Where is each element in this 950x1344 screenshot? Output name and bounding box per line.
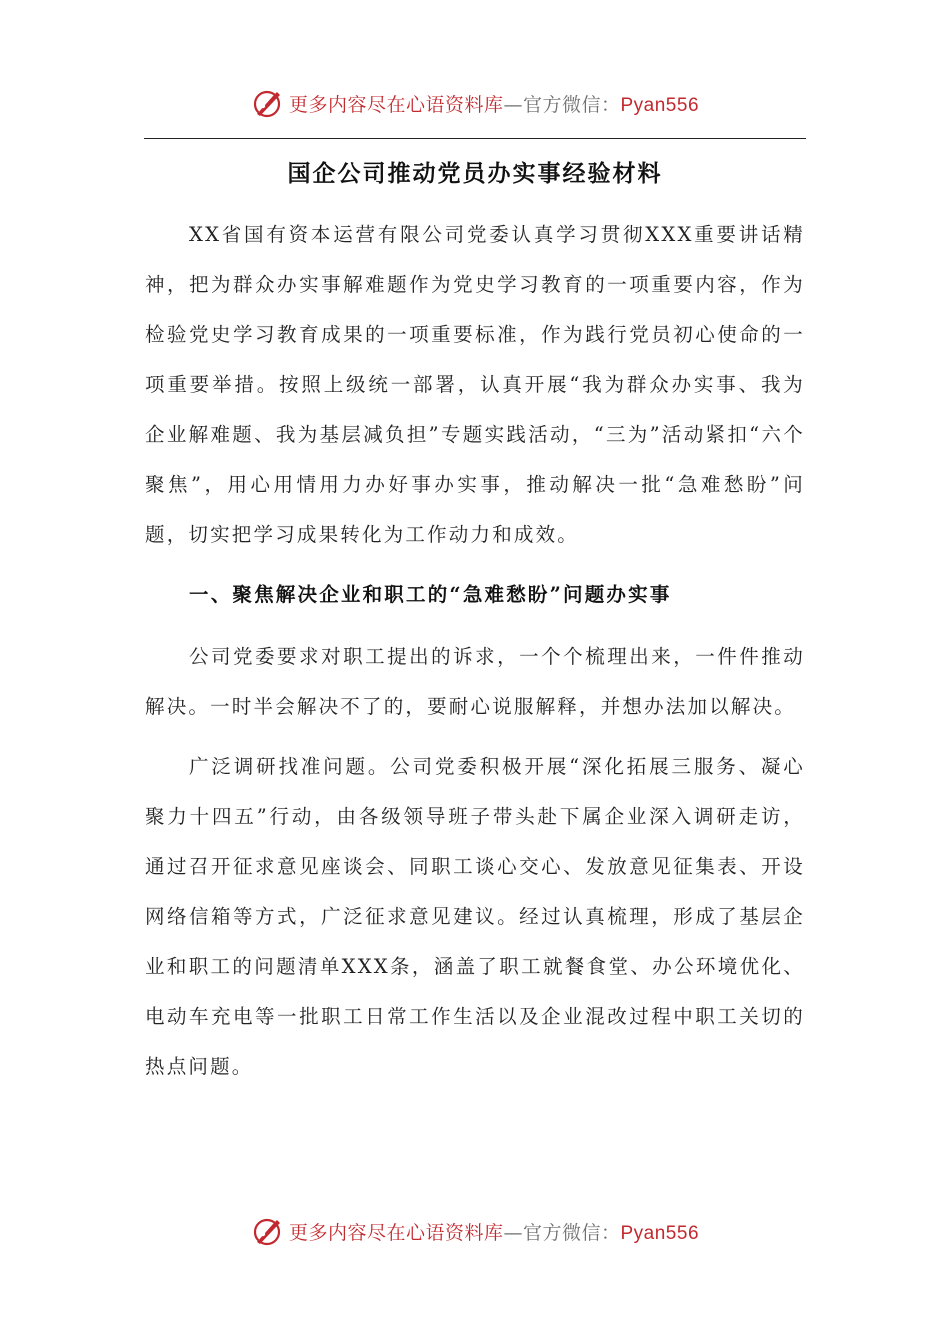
section1-paragraph-1: 公司党委要求对职工提出的诉求，一个个梳理出来，一件件推动解决。一时半会解决不了的，要耐心说服解释，并想办法加以解决。 xyxy=(145,645,805,718)
section1-paragraph-2: 广泛调研找准问题。公司党委积极开展“深化拓展三服务、凝心聚力十四五”行动，由各级领导班子带头赴下属企业深入调研走访，通过召开征求意见座谈会、同职工谈心交心、发放意见征集表、开设网络信箱等方式，广泛征求意见建议。经过认真梳理，形成了基层企业和职工的问题清单XXX条，涵盖了职工就餐食堂、办公环境优化、电动车充电等一批职工日常工作生活以及企业混改过程中职工关切的热点问题。 xyxy=(145,755,805,1078)
intro-paragraph: XX省国有资本运营有限公司党委认真学习贯彻XXX重要讲话精神，把为群众办实事解难题作为党史学习教育的一项重要内容，作为检验党史学习教育成果的一项重要标准，作为践行党员初心使命的一项重要举措。按照上级统一部署，认真开展“我为群众办实事、我为企业解难题、我为基层减负担”专题实践活动，“三为”活动紧扣“六个聚焦”，用心用情用力办好事办实事，推动解决一批“急难愁盼”问题，切实把学习成果转化为工作动力和成效。 xyxy=(145,223,805,546)
document-title: 国企公司推动党员办实事经验材料 xyxy=(287,160,663,187)
watermark-banner-top xyxy=(0,83,950,123)
watermark-wechat-id: Pyan556 xyxy=(620,94,700,116)
watermark-site-name: 更多内容尽在心语资料库 xyxy=(288,1221,504,1244)
watermark-site-name: 更多内容尽在心语资料库 xyxy=(288,93,504,116)
watermark-dash: — xyxy=(503,93,523,116)
watermark-dash: — xyxy=(503,1221,523,1244)
watermark-wechat-label: 官方微信： xyxy=(522,93,621,116)
watermark-banner-bottom xyxy=(0,1211,950,1251)
watermark-wechat-id: Pyan556 xyxy=(620,1222,700,1244)
pen-circle-logo-icon xyxy=(251,1214,285,1248)
watermark-wechat-label: 官方微信： xyxy=(522,1221,621,1244)
document-body xyxy=(145,210,805,1092)
section-heading-1: 一、聚焦解决企业和职工的“急难愁盼”问题办实事 xyxy=(189,583,672,606)
pen-circle-logo-icon xyxy=(251,86,285,120)
header-divider xyxy=(144,138,806,139)
